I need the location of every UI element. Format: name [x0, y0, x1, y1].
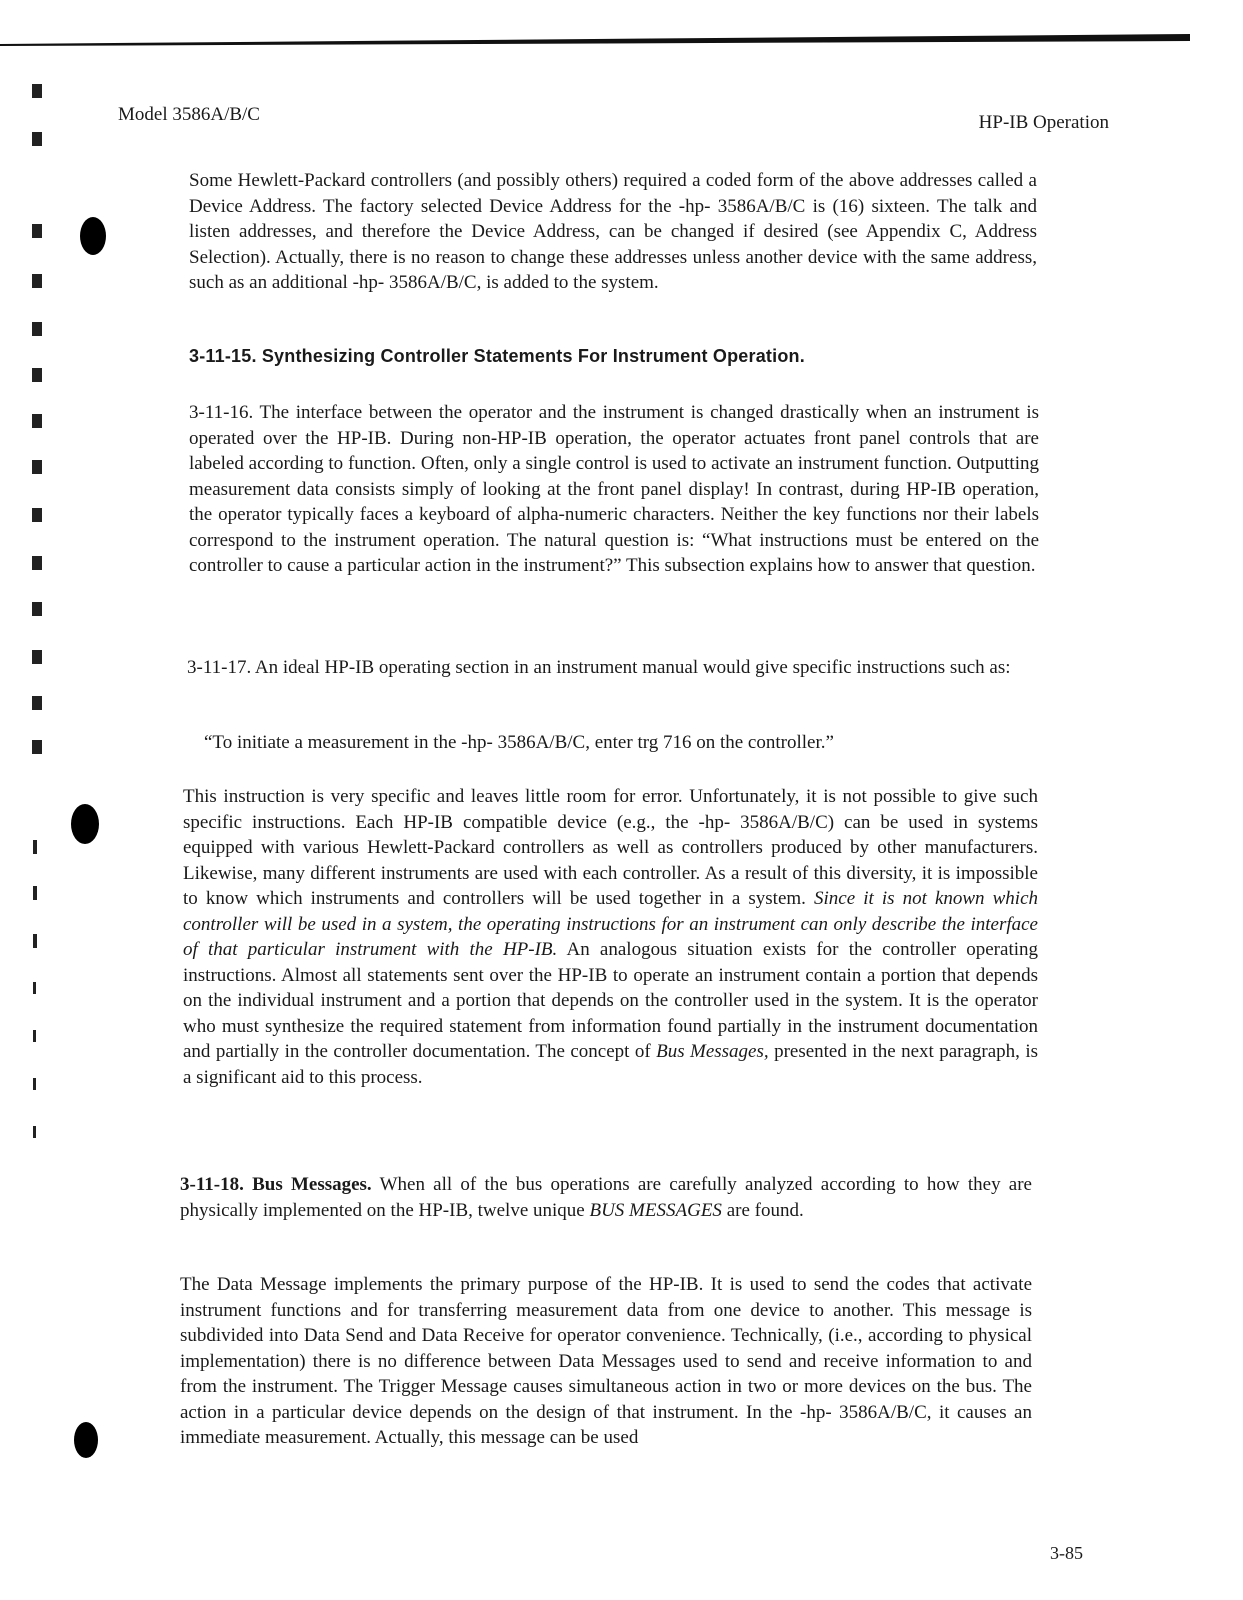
page-number: 3-85	[1050, 1543, 1083, 1563]
emphasized-term: Bus Messages,	[656, 1041, 769, 1062]
header-section: HP-IB Operation	[978, 112, 1109, 133]
paragraph-device-address: Some Hewlett-Packard controllers (and possibly others) required a coded form of the above addresses called a Device Address. The factory selected Device Address for the -hp- 3586A/B/C is (16) sixteen. The talk and listen addresses, and therefore the Device Address, can be changed if desired (see Appendix C, Address Selection). Actually, there is no reason to change these addresses unless another device with the same address, such as an additional -hp- 3586A/B/C, is added to the system.	[189, 170, 1037, 293]
paragraph-3-11-18	[180, 1172, 1032, 1223]
top-rule-line	[0, 28, 1243, 48]
emphasized-term: BUS MESSAGES	[589, 1199, 722, 1221]
paragraph-data-message: The Data Message implements the primary purpose of the HP-IB. It is used to send the codes that activate instrument functions and for transferring measurement data from one device to another. This message is subdivided into Data Send and Data Receive for operator convenience. Technically, (i.e., according to physical implementation) there is no difference between Data Messages used to send and receive information to and from the instrument. The Trigger Message causes simultaneous action in two or more devices on the bus. The action in a particular device depends on the design of that instrument. In the -hp- 3586A/B/C, it causes an immediate measurement. Actually, this message can be used	[180, 1274, 1032, 1448]
paragraph-number: 3-11-18.	[180, 1174, 244, 1195]
paragraph-text: presented in the next paragraph, is a significant aid to this process.	[183, 1041, 1039, 1088]
paragraph-text: An analogous situation exists for the controller operating instructions. Almost all statements sent over the HP-IB to operate an instrument contain a portion that depends on the individual instrument and a portion that depends on the controller used in the system. It is the operator who must synthesize the required statement from information found partially in the instrument documentation and partially in the controller documentation. The concept of	[183, 939, 1039, 1062]
binding-margin-marks	[0, 0, 160, 1600]
example-quote: “To initiate a measurement in the -hp- 3586A/B/C, enter trg 716 on the controller.”	[204, 732, 834, 753]
section-heading: 3-11-15. Synthesizing Controller Statements For Instrument Operation.	[189, 346, 805, 366]
paragraph-text: This instruction is very specific and leaves little room for error. Unfortunately, it is not possible to give such specific instructions. Each HP-IB compatible device (e.g., the -hp- 3586A/B/C) can be used in systems equipped with various Hewlett-Packard controllers as well as controllers produced by other manufacturers. Likewise, many different instruments are used with each controller. As a result of this diversity, it is impossible to know which instruments and controllers will be used together in a system.	[183, 786, 1038, 909]
paragraph-3-11-17: 3-11-17. An ideal HP-IB operating section in an instrument manual would give specific instructions such as:	[187, 657, 1011, 678]
paragraph-title: Bus Messages.	[252, 1174, 372, 1195]
paragraph-text: When all of the bus operations are carefully analyzed according to how they are physically implemented on the HP-IB, twelve unique	[180, 1174, 1032, 1221]
paragraph-instruction-specificity	[183, 784, 1038, 1090]
emphasized-text: Since it is not known which controller will be used in a system, the operating instructions for an instrument can only describe the interface of that particular instrument with the HP-IB.	[183, 888, 1039, 960]
paragraph-text: are found.	[726, 1199, 804, 1221]
header-model: Model 3586A/B/C	[118, 104, 260, 125]
paragraph-3-11-16: 3-11-16. The interface between the operator and the instrument is changed drastically when an instrument is operated over the HP-IB. During non-HP-IB operation, the operator actuates front panel controls that are labeled according to function. Often, only a single control is used to activate an instrument function. Outputting measurement data consists simply of looking at the front panel display! In contrast, during HP-IB operation, the operator typically faces a keyboard of alpha-numeric characters. Neither the key functions nor their labels correspond to the instrument operation. The natural question is: “What instructions must be entered on the controller to cause a particular action in the instrument?” This subsection explains how to answer that question.	[189, 402, 1039, 576]
